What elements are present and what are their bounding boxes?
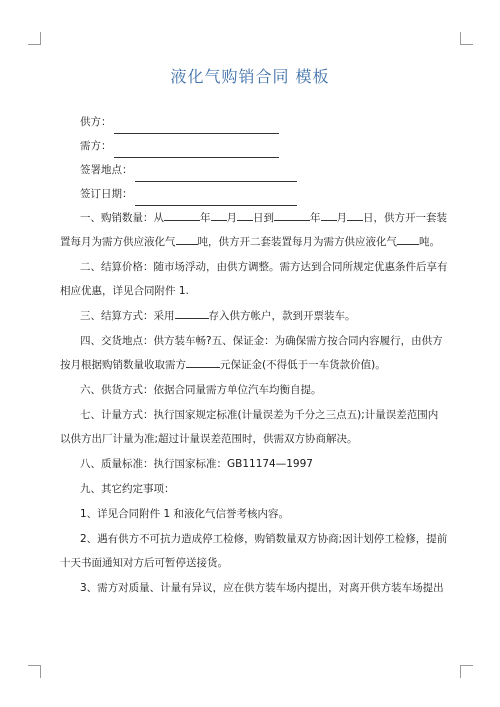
buyer-field — [80, 134, 380, 158]
supplier-field — [80, 110, 380, 134]
clause-1-text-d: 吨。 — [419, 236, 440, 248]
blank-qty-2 — [397, 232, 419, 245]
clause-1-month-from: 月 — [226, 212, 237, 224]
sign-date-blank — [135, 190, 297, 206]
clause-2: 二、结算价格：随市场浮动，由供方调整。需方达到合同所规定优惠条件后享有相应优惠，详见合同附件 1. — [60, 261, 448, 297]
document-title: 液化气购销合同 模板 — [170, 67, 330, 86]
buyer-blank — [114, 142, 279, 158]
sign-place-label: 签署地点： — [80, 164, 133, 176]
blank-day-from — [237, 208, 253, 221]
crop-mark-bottom-left — [28, 665, 41, 678]
clause-1-year-from: 年 — [200, 212, 211, 224]
supplier-label: 供方： — [80, 116, 112, 128]
clause-9-item-1: 1、详见合同附件 1 和液化气信誉考核内容。 — [80, 508, 290, 520]
clause-9-item-3: 3、需方对质量、计量有异议，应在供方装车场内提出，对离开供方装车场提出 — [80, 582, 444, 594]
buyer-label: 需方： — [80, 140, 112, 152]
blank-payment-method — [175, 306, 209, 319]
blank-year-to — [274, 208, 310, 221]
sign-place-blank — [135, 166, 297, 182]
supplier-blank — [114, 118, 279, 134]
clause-3-text-a: 三、结算方式：采用 — [80, 310, 175, 322]
clause-1 — [60, 206, 448, 254]
blank-month-to — [321, 208, 337, 221]
blank-day-to — [347, 208, 363, 221]
clause-3 — [60, 304, 448, 328]
clause-1-month-to: 月 — [336, 212, 347, 224]
sign-date-label: 签订日期： — [80, 188, 133, 200]
clause-9: 九、其它约定事项： — [80, 483, 175, 495]
clause-1-text-a: 一、购销数量：从 — [80, 212, 164, 224]
crop-mark-bottom-right — [460, 665, 473, 678]
blank-year-from — [164, 208, 200, 221]
clause-3-text-b: 存入供方帐户，款到开票装车。 — [208, 310, 356, 322]
crop-mark-top-left — [28, 32, 41, 45]
document-body — [60, 110, 448, 600]
clause-9-item-2: 2、遇有供方不可抗力造成停工检修，购销数量双方协商;因计划停工检修，提前十天书面通知对方后可暂停送接货。 — [60, 533, 448, 569]
blank-month-from — [211, 208, 227, 221]
clause-4-text-a: 四、交货地点：供方装车畅?五、保证金：为确保需方按合同内容履行，由供方按月根据购销数量收取需方 — [60, 335, 443, 371]
clause-1-year-to: 年 — [310, 212, 321, 224]
clause-7: 七、计量方式：执行国家规定标准(计量误差为千分之三点五);计量误差范围内以供方出厂计量为准;超过计量误差范围时，供需双方协商解决。 — [60, 409, 439, 445]
blank-qty-1 — [176, 232, 198, 245]
clause-1-day-from: 日到 — [253, 212, 274, 224]
sign-place-field — [80, 158, 380, 182]
crop-mark-top-right — [460, 32, 473, 45]
clause-8: 八、质量标准：执行国家标准：GB11174—1997 — [80, 458, 313, 470]
clause-6: 六、供货方式：依据合同量需方单位汽车均衡自提。 — [80, 384, 322, 396]
blank-deposit — [186, 355, 220, 368]
clause-1-text-b: 套装置每月为需方供应液化气 — [60, 212, 447, 248]
clause-1-text-c: 吨，供方开二套装置每月为需方供应液化气 — [197, 236, 397, 248]
clause-4-text-b: 元保证金(不得低于一车货款价值)。 — [220, 359, 386, 371]
clause-4-5 — [60, 329, 448, 377]
clause-1-day-to: 日，供方开一 — [363, 212, 426, 224]
sign-date-field — [80, 182, 380, 206]
